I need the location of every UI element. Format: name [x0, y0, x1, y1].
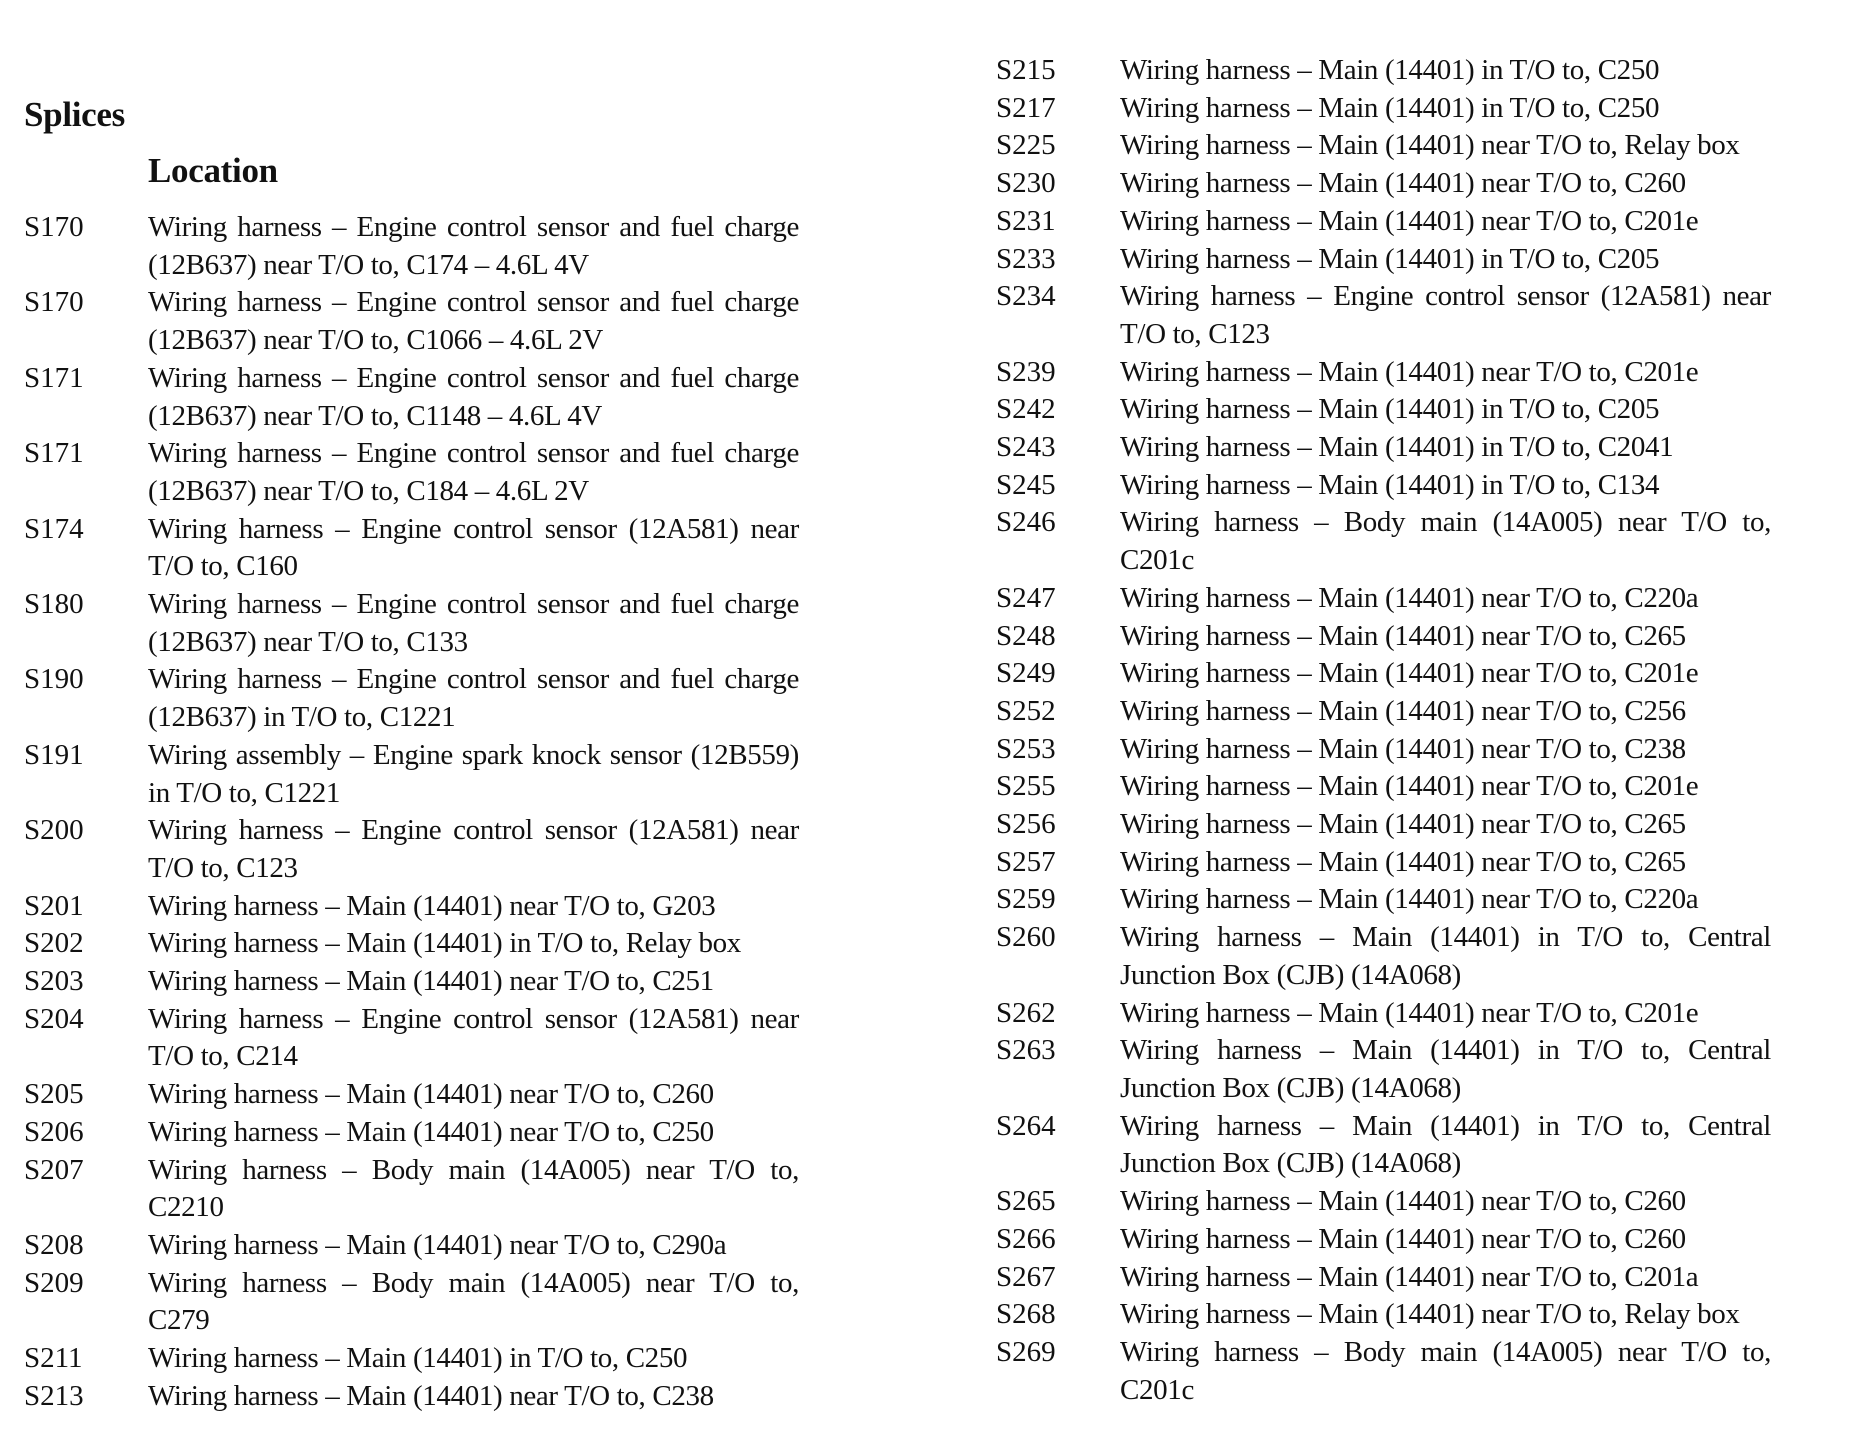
splice-row	[996, 203, 1771, 241]
splice-code: S206	[24, 1115, 84, 1148]
splice-code: S249	[996, 657, 1056, 690]
splice-code: S180	[24, 588, 84, 621]
splice-location: Wiring harness – Main (14401) in T/O to, Central Junction Box (CJB) (14A068)	[1120, 1034, 1771, 1104]
location-heading: Location	[148, 151, 278, 190]
splice-code: S269	[996, 1335, 1056, 1368]
splice-row	[996, 806, 1771, 844]
splice-code: S171	[24, 437, 84, 470]
splice-code: S204	[24, 1002, 84, 1035]
splice-code: S239	[996, 355, 1056, 388]
splice-row	[24, 963, 799, 1001]
splice-row	[24, 1378, 799, 1416]
splice-code: S266	[996, 1222, 1056, 1255]
right-splice-list	[996, 52, 1771, 1409]
splice-location: Wiring harness – Main (14401) near T/O to, Relay box	[1120, 1298, 1740, 1331]
splice-code: S171	[24, 361, 84, 394]
splice-code: S202	[24, 927, 84, 960]
splice-row	[996, 1183, 1771, 1221]
splice-row	[996, 241, 1771, 279]
splice-row	[24, 1114, 799, 1152]
splice-location: Wiring harness – Main (14401) near T/O to, C220a	[1120, 883, 1699, 916]
splice-row	[996, 127, 1771, 165]
splice-row	[996, 919, 1771, 994]
splice-code: S264	[996, 1109, 1056, 1142]
splice-row	[996, 278, 1771, 353]
splice-code: S233	[996, 242, 1056, 275]
splice-row	[996, 1334, 1771, 1409]
splice-location: Wiring harness – Main (14401) near T/O to, C201e	[1120, 204, 1699, 237]
splice-location: Wiring harness – Main (14401) in T/O to, C250	[148, 1342, 688, 1375]
splice-row	[996, 655, 1771, 693]
splice-row	[24, 360, 799, 435]
splice-location: Wiring harness – Body main (14A005) near T/O to, C2210	[148, 1153, 799, 1224]
splice-code: S259	[996, 883, 1056, 916]
splice-row	[24, 209, 799, 284]
splice-code: S248	[996, 619, 1056, 652]
splice-location: Wiring harness – Engine control sensor and fuel charge (12B637) near T/O to, C1066 – 4.6L 2V	[148, 286, 799, 357]
splice-code: S201	[24, 889, 84, 922]
splice-row	[996, 1296, 1771, 1334]
splice-location: Wiring harness – Main (14401) near T/O to, C201e	[1120, 355, 1699, 388]
splice-location: Wiring harness – Main (14401) in T/O to, C134	[1120, 468, 1660, 501]
splice-row	[24, 511, 799, 586]
splice-code: S230	[996, 167, 1056, 200]
splice-location: Wiring harness – Engine control sensor (12A581) near T/O to, C123	[1120, 280, 1771, 350]
splice-location: Wiring harness – Engine control sensor and fuel charge (12B637) near T/O to, C1148 – 4.6L 4V	[148, 361, 799, 432]
splice-location: Wiring harness – Main (14401) in T/O to, C250	[1120, 54, 1660, 86]
splice-location: Wiring harness – Main (14401) near T/O to, C265	[1120, 845, 1686, 878]
splice-row	[24, 737, 799, 812]
splice-location: Wiring harness – Main (14401) in T/O to, C205	[1120, 393, 1660, 426]
splice-code: S257	[996, 845, 1056, 878]
splice-code: S256	[996, 808, 1056, 841]
splice-code: S243	[996, 431, 1056, 464]
splice-row	[996, 844, 1771, 882]
splice-location: Wiring harness – Main (14401) in T/O to, Central Junction Box (CJB) (14A068)	[1120, 921, 1771, 991]
splice-code: S252	[996, 694, 1056, 727]
splice-code: S245	[996, 468, 1056, 501]
splice-row	[996, 467, 1771, 505]
splice-location: Wiring harness – Main (14401) in T/O to, C250	[1120, 91, 1660, 124]
splice-code: S213	[24, 1379, 84, 1412]
splice-row	[24, 586, 799, 661]
splice-row	[24, 661, 799, 736]
splice-row	[996, 881, 1771, 919]
splice-row	[24, 1076, 799, 1114]
splice-location: Wiring harness – Main (14401) near T/O to, C251	[148, 965, 714, 998]
splice-row	[996, 504, 1771, 579]
splice-location: Wiring harness – Body main (14A005) near T/O to, C201c	[1120, 506, 1771, 577]
splice-location: Wiring harness – Main (14401) near T/O to, C201a	[1120, 1260, 1699, 1293]
splice-location: Wiring harness – Main (14401) near T/O to, C238	[148, 1379, 714, 1412]
splice-code: S190	[24, 663, 84, 696]
splice-row	[996, 165, 1771, 203]
splice-location: Wiring harness – Main (14401) near T/O to, C201e	[1120, 657, 1699, 690]
splice-location: Wiring harness – Main (14401) near T/O to, C265	[1120, 619, 1686, 652]
page-title: Splices	[24, 95, 125, 134]
splice-row	[996, 354, 1771, 392]
splice-code: S170	[24, 211, 84, 243]
splice-location: Wiring harness – Engine control sensor (12A581) near T/O to, C214	[148, 1002, 799, 1073]
splice-row	[24, 1265, 799, 1340]
splice-code: S207	[24, 1153, 84, 1186]
left-splice-list	[24, 209, 799, 1416]
splice-location: Wiring harness – Engine control sensor (12A581) near T/O to, C160	[148, 512, 799, 583]
splice-code: S255	[996, 770, 1056, 803]
splice-location: Wiring harness – Main (14401) in T/O to, C2041	[1120, 431, 1674, 464]
splice-location: Wiring harness – Main (14401) near T/O to, C201e	[1120, 996, 1699, 1029]
splice-row	[24, 925, 799, 963]
splice-location: Wiring harness – Main (14401) near T/O to, G203	[148, 889, 716, 922]
splice-row	[24, 812, 799, 887]
splice-code: S234	[996, 280, 1056, 313]
splice-code: S211	[24, 1342, 83, 1375]
splice-location: Wiring harness – Main (14401) near T/O to, C256	[1120, 694, 1686, 727]
splice-location: Wiring harness – Engine control sensor (12A581) near T/O to, C123	[148, 814, 799, 884]
splice-row	[996, 580, 1771, 618]
splice-row	[996, 52, 1771, 90]
splice-code: S174	[24, 512, 84, 545]
splice-row	[996, 618, 1771, 656]
splice-code: S225	[996, 129, 1056, 162]
splice-row	[996, 391, 1771, 429]
splice-row	[996, 1108, 1771, 1183]
splice-code: S246	[996, 506, 1056, 539]
splice-location: Wiring harness – Main (14401) near T/O to, C265	[1120, 808, 1686, 841]
splice-location: Wiring harness – Main (14401) near T/O to, C260	[1120, 1185, 1686, 1218]
splice-row	[24, 1227, 799, 1265]
splice-code: S247	[996, 581, 1056, 614]
splice-row	[996, 90, 1771, 128]
splice-location: Wiring harness – Main (14401) in T/O to, Relay box	[148, 927, 741, 960]
splice-row	[996, 1221, 1771, 1259]
splice-row	[996, 1259, 1771, 1297]
splice-row	[24, 1340, 799, 1378]
splice-code: S231	[996, 204, 1056, 237]
splice-code: S217	[996, 91, 1056, 124]
splice-location: Wiring harness – Main (14401) near T/O to, C201e	[1120, 770, 1699, 803]
splice-code: S260	[996, 921, 1056, 954]
splice-location: Wiring harness – Engine control sensor and fuel charge (12B637) near T/O to, C174 – 4.6L 4V	[148, 211, 799, 281]
splice-location: Wiring harness – Main (14401) near T/O to, Relay box	[1120, 129, 1740, 162]
splice-location: Wiring harness – Main (14401) near T/O to, C260	[1120, 167, 1686, 200]
splice-code: S205	[24, 1078, 84, 1111]
splice-row	[996, 731, 1771, 769]
splice-row	[24, 435, 799, 510]
splice-location: Wiring harness – Main (14401) near T/O to, C220a	[1120, 581, 1699, 614]
splice-location: Wiring harness – Main (14401) in T/O to, Central Junction Box (CJB) (14A068)	[1120, 1109, 1771, 1180]
splice-code: S242	[996, 393, 1056, 426]
splice-location: Wiring harness – Main (14401) near T/O to, C260	[1120, 1222, 1686, 1255]
splice-location: Wiring harness – Main (14401) near T/O to, C250	[148, 1115, 714, 1148]
splice-row	[24, 1001, 799, 1076]
splice-code: S203	[24, 965, 84, 998]
splice-row	[996, 1032, 1771, 1107]
splice-code: S215	[996, 54, 1056, 86]
splice-row	[996, 995, 1771, 1033]
splice-location: Wiring harness – Main (14401) near T/O to, C238	[1120, 732, 1686, 765]
splice-code: S208	[24, 1228, 84, 1261]
splice-location: Wiring harness – Engine control sensor and fuel charge (12B637) near T/O to, C133	[148, 588, 799, 658]
splice-row	[996, 693, 1771, 731]
splice-location: Wiring harness – Main (14401) near T/O to, C290a	[148, 1228, 727, 1261]
splice-location: Wiring harness – Body main (14A005) near T/O to, C201c	[1120, 1335, 1771, 1406]
splice-code: S268	[996, 1298, 1056, 1331]
splice-row	[24, 1152, 799, 1227]
splice-location: Wiring harness – Engine control sensor and fuel charge (12B637) in T/O to, C1221	[148, 663, 799, 734]
splice-location: Wiring harness – Body main (14A005) near T/O to, C279	[148, 1266, 799, 1337]
splice-location: Wiring harness – Engine control sensor and fuel charge (12B637) near T/O to, C184 – 4.6L 2V	[148, 437, 799, 507]
splice-location: Wiring assembly – Engine spark knock sensor (12B559) in T/O to, C1221	[148, 738, 799, 809]
splice-row	[996, 429, 1771, 467]
splice-code: S191	[24, 738, 84, 771]
splice-code: S267	[996, 1260, 1056, 1293]
splice-location: Wiring harness – Main (14401) near T/O to, C260	[148, 1078, 714, 1111]
splice-code: S253	[996, 732, 1056, 765]
splice-location: Wiring harness – Main (14401) in T/O to, C205	[1120, 242, 1660, 275]
splice-code: S265	[996, 1185, 1056, 1218]
splice-code: S209	[24, 1266, 84, 1299]
splice-code: S200	[24, 814, 84, 847]
splice-code: S263	[996, 1034, 1056, 1067]
splice-row	[24, 888, 799, 926]
splice-row	[996, 768, 1771, 806]
splice-code: S262	[996, 996, 1056, 1029]
splice-code: S170	[24, 286, 84, 319]
splice-row	[24, 284, 799, 359]
